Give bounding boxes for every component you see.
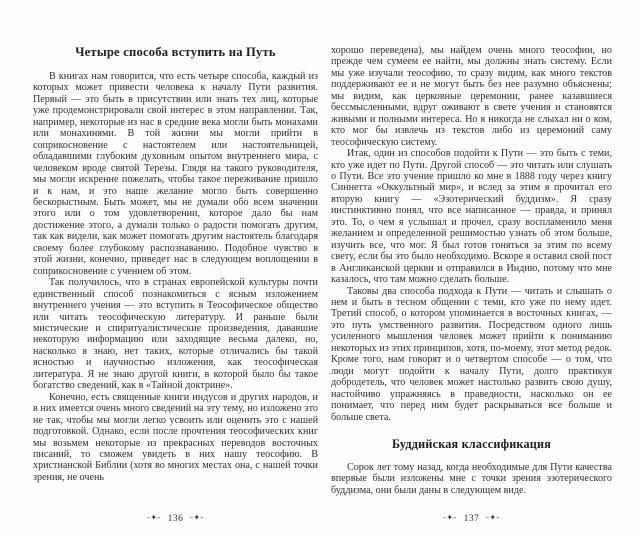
fleuron-icon: -✦-	[443, 513, 457, 522]
paragraph: Сорок лет тому назад, когда необходимые для Пути качества впервые были изложены мне с точки зрения эзотерического буддизма, они были даны в следующем виде.	[330, 461, 612, 496]
paragraph: Итак, один из способов подойти к Пути — это быть с теми, кто уже идет по Пути. Другой способ — это читать или слушать о Пути. Все это учение пришло ко мне в 1888 году через книгу Синнетта «Оккультный мир», и вслед за этим я прочитал его вторую книгу — «Эзотерический буддизм». Я сразу инстинктивно понял, что все написанное — правда, и принял это. То, о чем я услышал и прочел, сразу воспламенило меня желанием и определенной решимостью узнать об этом больше, изучить все, что мог. Я был готов гоняться за этим по всему свету, если бы это было необходимо. Вскоре я оставил свой пост в Англиканской церкви и отправился в Индию, потому что мне казалось, что там можно сделать больше.	[330, 148, 612, 286]
fleuron-icon: -✦-	[147, 513, 161, 522]
paragraph: Так получилось, что в странах европейской культуры почти единственный способ познакомиться с ясным изложением внутреннего учения — это вступить в Теософическое общество или читать теософическую литературу. И раньше были мистические и спиритуалистические произведения, дававшие некоторую информацию или заходящие весьма далеко, но, насколько я знаю, нет таких, которые отличались бы такой ясностью и научностью изложения, как теософическая литература. Я не знаю другой книги, в которой было бы такое богатство сведений, как в «Тайной доктрине».	[33, 277, 318, 392]
page-footer	[331, 514, 612, 524]
chapter-title: Четыре способа вступить на Путь	[75, 45, 276, 59]
paragraph: Таковы два способа подхода к Пути — читать и слышать о нем и быть в тесном общении с теми, кто уже по нему идет. Третий способ, о котором упоминается в восточных книгах, — это путь умственного развития. Посредством одного лишь усиленного мышления человек может прийти к пониманию некоторых из этих принципов, хотя, по-моему, этот метод редок. Кроме того, нам говорят и о четвертом способе — о том, что люди могут подойти к началу Пути, долго практикуя добродетель, что человек может настолько развить свою душу, настойчиво упражняясь в праведности, насколько он ее понимает, что перед ним будет раскрываться все больше и больше света.	[330, 285, 612, 423]
page-number: 137	[463, 514, 480, 524]
fleuron-icon: -✦-	[190, 513, 204, 522]
page-footer	[33, 514, 318, 524]
paragraph: Конечно, есть священные книги индусов и других народов, и в них имеется очень много сведений на эту тему, но изложено это не так, чтобы мы могли легко усвоить или оценить это с нашей подготовкой. Однако, если после прочтения теософических книг мы возьмем некоторые из прекрасных переводов восточных писаний, то сможем увидеть в них нашу теософию. В христианской Библии (хотя во многих местах она, с нашей точки зрения, не очень	[33, 391, 318, 483]
fleuron-icon: -✦-	[486, 513, 500, 522]
left-page	[33, 0, 318, 540]
paragraph: В книгах нам говорится, что есть четыре способа, каждый из которых может привести человека к началу Пути развития. Первый — это быть в присутствии или знать тех лиц, которые уже продемонстрировали свой интерес в этом направлении. Так, например, некоторые из нас в средние века могли быть монахами или монахинями. В той жизни мы могли прийти в соприкосновение с настоятелем или настоятельницей, обладавшими глубоким духовным опытом внутреннего мира, с человеком вроде святой Терезы. Глядя на такого руководителя, мы могли искренне пожелать, чтобы такое переживание пришло и к нам, и это наше желание могло быть совершенно бескорыстным. Быть может, мы не думали обо всем значении этого или о том удовлетворении, которое дало бы нам достижение этого, а думали только о радости помогать другим, так как видели, как может помогать другим настоятель благодаря своему более глубокому распознаванию. Подобное чувство в этой жизни, конечно, приведет нас в следующем воплощении в соприкосновение с учением об этом.	[33, 71, 318, 277]
page-number: 136	[167, 514, 184, 524]
right-page	[331, 0, 612, 540]
paragraph: хорошо переведена), мы найдем очень много теософии, но прежде чем сумеем ее найти, мы должны знать систему. Если мы уже изучали теософию, то сразу видим, как много текстов поддерживают ее и не могут быть без нее разумно объяснены; мы видим, как церковные церемонии, ранее казавшиеся бессмысленными, вдруг оживают в свете учения и становятся живыми и полными интереса. Но я никогда не слыхал ни о ком, кто мог бы извлечь из текстов либо из церемоний саму теософическую систему.	[330, 45, 612, 148]
section-title: Буддийская классификация	[391, 436, 552, 451]
